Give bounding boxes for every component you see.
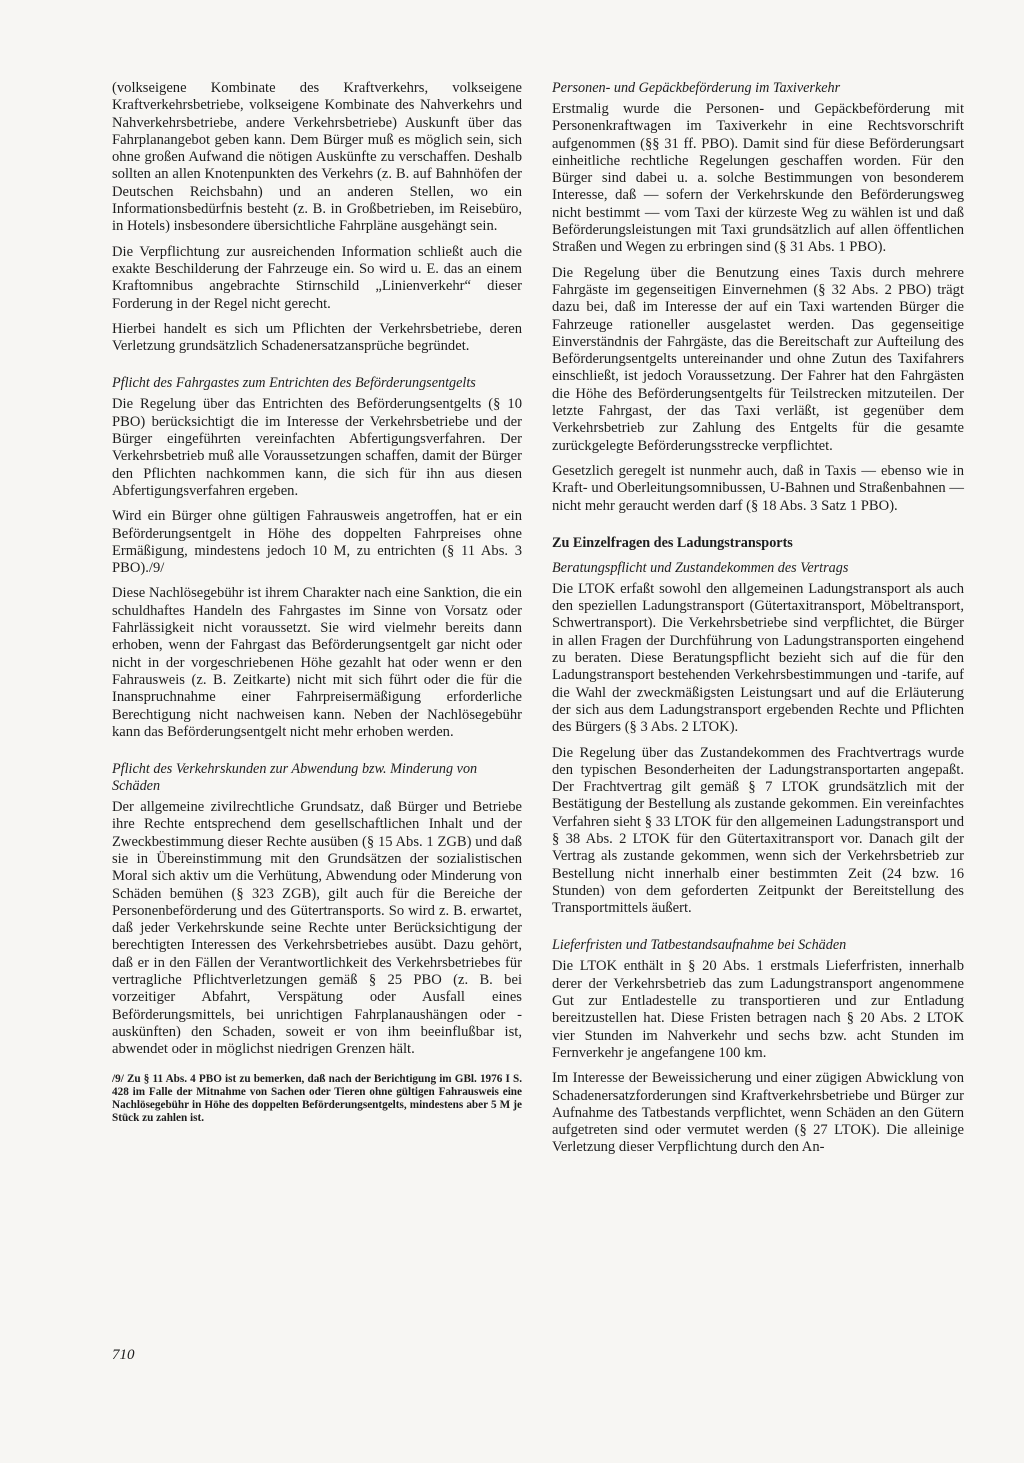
paragraph: (volkseigene Kombinate des Kraftverkehrs, volkseigene Kraftverkehrsbetriebe, volkseigene Kombinate des Nahverkehrs und Nahverkehrsbetriebe, andere Verkehrsbetriebe) Auskunft über das Fahrplanangebot geben kann. Dem Bürger muß es möglich sein, sich ohne großen Aufwand die nötigen Auskünfte zu verschaffen. Deshalb sollten an allen Knotenpunkten des Verkehrs (z. B. auf Bahnhöfen der Deutschen Reichsbahn) und an anderen Stellen, wo ein Informationsbedürfnis besteht (z. B. in Großbetrieben, im Reisebüro, in Hotels) insbesondere übersichtliche Fahrpläne ausgehängt sein. <box>112 80 522 235</box>
subheading: Beratungspflicht und Zustandekommen des Vertrags <box>552 559 849 576</box>
paragraph: Die Regelung über das Entrichten des Beförderungsentgelts (§ 10 PBO) berücksichtigt die im Interesse der Verkehrsbetriebe und der Bürger eingeführten vereinfachten Abfertigungsverfahren. Der Verkehrsbetrieb muß alle Voraussetzungen schaffen, damit der Bürger den Pflichten nachkommen kann, die sich für ihn aus diesen Abfertigungsverfahren ergeben. <box>112 396 522 499</box>
page-number: 710 <box>112 1347 135 1363</box>
paragraph: Die Regelung über die Benutzung eines Taxis durch mehrere Fahrgäste im gegenseitigen Einvernehmen (§ 32 Abs. 2 PBO) trägt dazu bei, daß im Interesse der auf ein Taxi wartenden Bürger die Fahrzeuge rationeller ausgelastet werden. Das gegenseitige Einverständnis der Fahrgäste, das die Bereitschaft zur Aufteilung des Beförderungsentgelts untereinander und ohne Zutun des Taxifahrers einschließt, ist jedoch Voraussetzung. Der Fahrer hat den Fahrgästen die Höhe des Beförderungsentgelts für Teilstrecken mitzuteilen. Der letzte Fahrgast, der das Taxi verläßt, ist gegenüber dem Verkehrsbetrieb zur Zahlung des Entgelts für die gesamte zurückgelegte Beförderungsstrecke verpflichtet. <box>552 264 964 454</box>
subheading: Pflicht des Fahrgastes zum Entrichten des Beförderungsentgelts <box>112 375 476 392</box>
subheading: Pflicht des Verkehrskunden zur Abwendung bzw. Minderung von Schäden <box>112 761 478 795</box>
paragraph: Erstmalig wurde die Personen- und Gepäckbeförderung mit Personenkraftwagen im Taxiverkehr in eine Rechtsvorschrift aufgenommen (§§ 31 ff. PBO). Damit sind für diese Beförderungsart einheitliche rechtliche Regelungen geschaffen worden. Für den Bürger sind dabei u. a. solche Bestimmungen von besonderem Interesse, daß — sofern der Verkehrskunde den Beförderungsweg nicht bestimmt — vom Taxi der kürzeste Weg zu wählen ist und daß Beförderungsleistungen mit Taxi grundsätzlich auf allen öffentlichen Straßen und Wegen zu erbringen sind (§ 31 Abs. 1 PBO). <box>552 101 964 256</box>
section-heading: Zu Einzelfragen des Ladungstransports <box>552 534 793 551</box>
paragraph: Gesetzlich geregelt ist nunmehr auch, daß in Taxis — ebenso wie in Kraft- und Oberleitungsomnibussen, U-Bahnen und Straßenbahnen — nicht mehr geraucht werden darf (§ 18 Abs. 3 Satz 1 PBO). <box>552 462 964 514</box>
left-column <box>112 80 522 1125</box>
right-column <box>552 80 964 1165</box>
paragraph: Diese Nachlösegebühr ist ihrem Charakter nach eine Sanktion, die ein schuldhaftes Handeln des Fahrgastes im Sinne von Vorsatz oder Fahrlässigkeit nicht voraussetzt. Sie wird vielmehr bereits dann erhoben, wenn der Fahrgast das Beförderungsentgelt gar nicht oder nicht in der vorgeschriebenen Höhe gezahlt hat oder wenn er den Fahrausweis (z. B. Zeitkarte) nicht mit sich führt oder die für die Inanspruchnahme einer Fahrpreisermäßigung erforderliche Berechtigung nicht nachweisen kann. Neben der Nachlösegebühr kann das Beförderungsentgelt nicht mehr erhoben werden. <box>112 585 522 740</box>
paragraph: Die Regelung über das Zustandekommen des Frachtvertrags wurde den typischen Besonderheiten der Ladungstransportarten angepaßt. Der Frachtvertrag gilt gemäß § 7 LTOK grundsätzlich mit der Bestätigung der Bestellung als zustande gekommen. Ein vereinfachtes Verfahren sieht § 33 LTOK für den allgemeinen Ladungstransport und § 38 Abs. 2 LTOK für den Gütertaxitransport vor. Danach gilt der Vertrag als zustande gekommen, wenn sich der Verkehrsbetrieb zur Bestellung nicht innerhalb einer bestimmten Zeit (24 bzw. 16 Stunden) von dem geforderten Zeitpunkt der Bereitstellung des Transportmittels äußert. <box>552 744 964 917</box>
paragraph: Hierbei handelt es sich um Pflichten der Verkehrsbetriebe, deren Verletzung grundsätzlich Schadenersatzansprüche begründet. <box>112 320 522 355</box>
subheading: Lieferfristen und Tatbestandsaufnahme bei Schäden <box>552 937 847 954</box>
paragraph: Die LTOK enthält in § 20 Abs. 1 erstmals Lieferfristen, innerhalb derer der Verkehrsbetrieb das zum Ladungstransport angenommene Gut zur Entladestelle zu transportieren und zur Entladung bereitzustellen hat. Diese Fristen betragen nach § 20 Abs. 2 LTOK vier Stunden im Nahverkehr und sechs bzw. acht Stunden im Fernverkehr je angefangene 100 km. <box>552 958 964 1061</box>
paragraph: Die LTOK erfaßt sowohl den allgemeinen Ladungstransport als auch den speziellen Ladungstransport (Gütertaxitransport, Möbeltransport, Schwertransport). Die Verkehrsbetriebe sind verpflichtet, die Bürger in allen Fragen der Durchführung von Ladungstransporten eingehend zu beraten. Diese Beratungspflicht bezieht sich auf die für den Ladungstransport bestehenden Verkehrsbestimmungen und -tarife, auf die Wahl der zweckmäßigsten Leistungsart und auf die Erläuterung der sich aus dem Ladungstransport ergebenden Rechte und Pflichten des Bürgers (§ 3 Abs. 2 LTOK). <box>552 580 964 736</box>
footnote: /9/ Zu § 11 Abs. 4 PBO ist zu bemerken, daß nach der Berichtigung im GBl. 1976 I S. 428 im Falle der Mitnahme von Sachen oder Tieren ohne gültigen Fahrausweis eine Nachlösegebühr in Höhe des doppelten Beförderungsentgelts, mindestens aber 5 M je Stück zu zahlen ist. <box>112 1072 522 1124</box>
paragraph: Die Verpflichtung zur ausreichenden Information schließt auch die exakte Beschilderung der Fahrzeuge ein. So wird u. E. das an einem Kraftomnibus angebrachte Stirnschild „Linienverkehr“ dieser Forderung in der Regel nicht gerecht. <box>112 243 522 312</box>
paragraph: Der allgemeine zivilrechtliche Grundsatz, daß Bürger und Betriebe ihre Rechte entsprechend dem gesellschaftlichen Inhalt und der Zweckbestimmung dieser Rechte ausüben (§ 15 Abs. 1 ZGB) und daß sie in Übereinstimmung mit den Grundsätzen der sozialistischen Moral sich aktiv um die Verhütung, Abwendung oder Minderung von Schäden bemühen (§ 323 ZGB), gilt auch für die Bereiche der Personenbeförderung und des Gütertransports. So wird z. B. erwartet, daß jeder Verkehrskunde seine Rechte unter Berücksichtigung der berechtigten Interessen des Verkehrsbetriebes ausübt. Dazu gehört, daß er in den Fällen der Verantwortlichkeit des Verkehrsbetriebes für vertragliche Pflichtverletzungen gemäß § 25 PBO (z. B. bei vorzeitiger Abfahrt, Verspätung oder Ausfall eines Beförderungsmittels, bei unrichtigen Fahrplanaushängen oder -auskünften) den Schaden, soweit er von ihm beeinflußbar ist, abwendet oder in möglichst niedrigen Grenzen hält. <box>112 799 522 1058</box>
subheading: Personen- und Gepäckbeförderung im Taxiverkehr <box>552 80 841 96</box>
paragraph: Im Interesse der Beweissicherung und einer zügigen Abwicklung von Schadenersatzforderungen sind Kraftverkehrsbetriebe und Bürger zur Aufnahme des Tatbestands verpflichtet, wenn Schäden an den Gütern aufgetreten sind oder vermutet werden (§ 27 LTOK). Die alleinige Verletzung dieser Verpflichtung durch den An- <box>552 1070 964 1156</box>
paragraph: Wird ein Bürger ohne gültigen Fahrausweis angetroffen, hat er ein Beförderungsentgelt in Höhe des doppelten Fahrpreises ohne Ermäßigung, mindestens jedoch 10 M, zu entrichten (§ 11 Abs. 3 PBO)./9/ <box>112 508 522 577</box>
